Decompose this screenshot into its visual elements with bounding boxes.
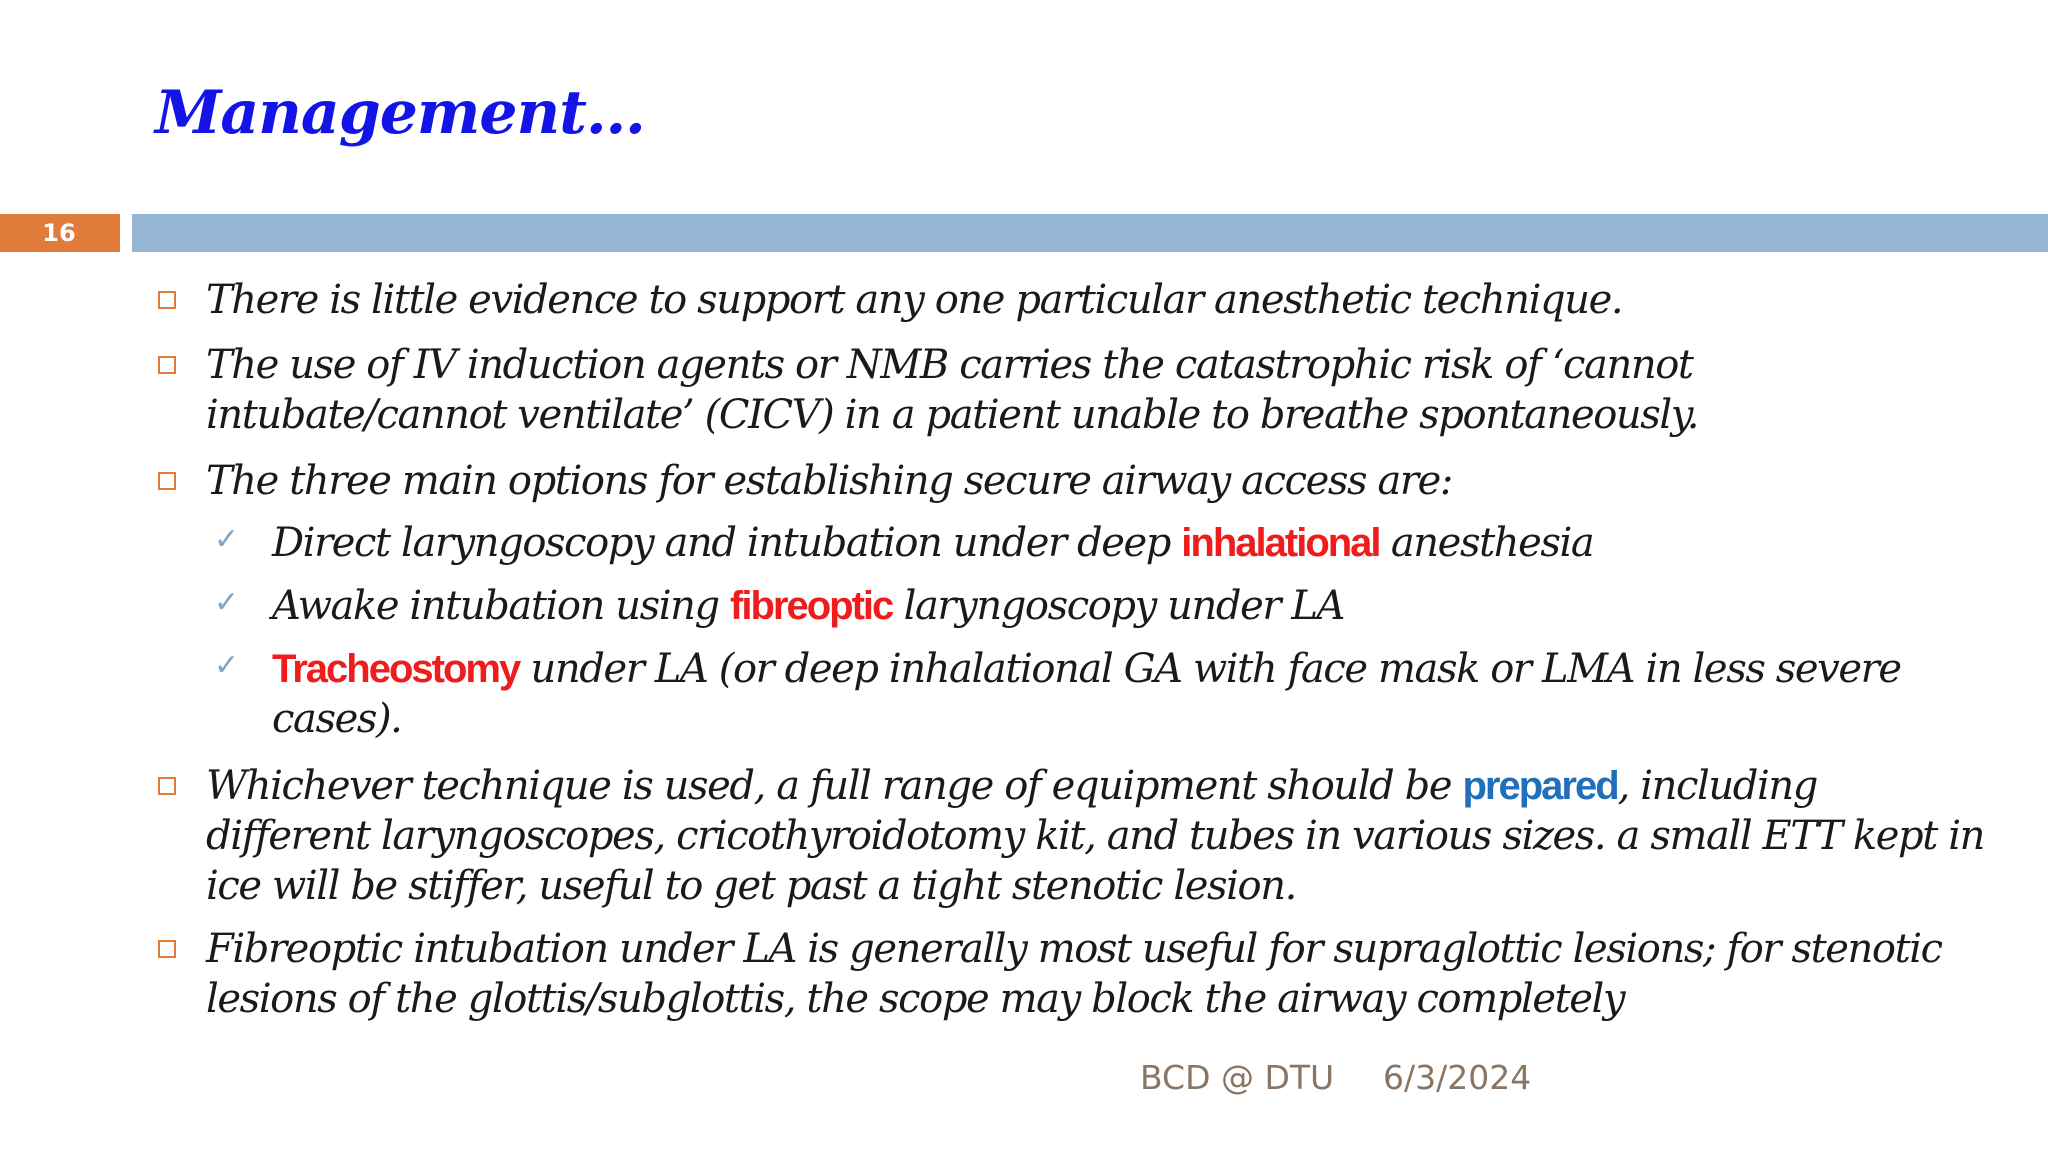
- sub-item-text-after: laryngoscopy under LA: [892, 583, 1345, 629]
- sub-item-text: [272, 644, 1901, 694]
- bullet-text: [206, 761, 1817, 811]
- sub-item-text-line: cases).: [272, 696, 402, 742]
- checkmark-icon: ✓: [214, 585, 240, 620]
- footer-date: 6/3/2024: [1383, 1058, 1532, 1097]
- bullet-text-after: , including: [1617, 763, 1817, 809]
- sub-item-text-before: Direct laryngoscopy and intubation under deep: [272, 520, 1182, 566]
- highlight-fibreoptic: fibreoptic: [730, 584, 893, 628]
- square-bullet-icon: [158, 356, 176, 374]
- bullet-text-before: Whichever technique is used, a full range of equipment should be: [206, 763, 1463, 809]
- square-bullet-icon: [158, 777, 176, 795]
- checkmark-icon: ✓: [214, 648, 240, 683]
- highlight-inhalational: inhalational: [1181, 521, 1380, 565]
- bullet-text-line: intubate/cannot ventilate’ (CICV) in a patient unable to breathe spontaneously.: [206, 392, 1699, 438]
- slide-title: Management…: [155, 78, 645, 148]
- sub-item-text: [272, 518, 1593, 568]
- bullet-text-line: The use of IV induction agents or NMB carries the catastrophic risk of ‘cannot: [206, 342, 1693, 388]
- header-band: [132, 214, 2048, 252]
- bullet-text: The three main options for establishing secure airway access are:: [206, 458, 1452, 504]
- highlight-prepared: prepared: [1462, 764, 1618, 808]
- bullet-text: There is little evidence to support any one particular anesthetic technique.: [206, 277, 1623, 323]
- bullet-text-line: lesions of the glottis/subglottis, the scope may block the airway completely: [206, 976, 1625, 1022]
- square-bullet-icon: [158, 940, 176, 958]
- bullet-text-line: different laryngoscopes, cricothyroidotomy kit, and tubes in various sizes. a small ETT kept in: [206, 813, 1984, 859]
- sub-item-text-after: under LA (or deep inhalational GA with face mask or LMA in less severe: [519, 646, 1901, 692]
- sub-item-text-before: Awake intubation using: [272, 583, 731, 629]
- highlight-tracheostomy: Tracheostomy: [272, 647, 520, 691]
- sub-item-text-after: anesthesia: [1379, 520, 1594, 566]
- slide-number: 16: [0, 214, 120, 252]
- square-bullet-icon: [158, 291, 176, 309]
- square-bullet-icon: [158, 472, 176, 490]
- footer-author: BCD @ DTU: [1140, 1058, 1335, 1097]
- checkmark-icon: ✓: [214, 522, 240, 557]
- bullet-text-line: ice will be stiffer, useful to get past a tight stenotic lesion.: [206, 863, 1296, 909]
- bullet-text-line: Fibreoptic intubation under LA is generally most useful for supraglottic lesions; for stenotic: [206, 926, 1942, 972]
- sub-item-text: [272, 581, 1344, 631]
